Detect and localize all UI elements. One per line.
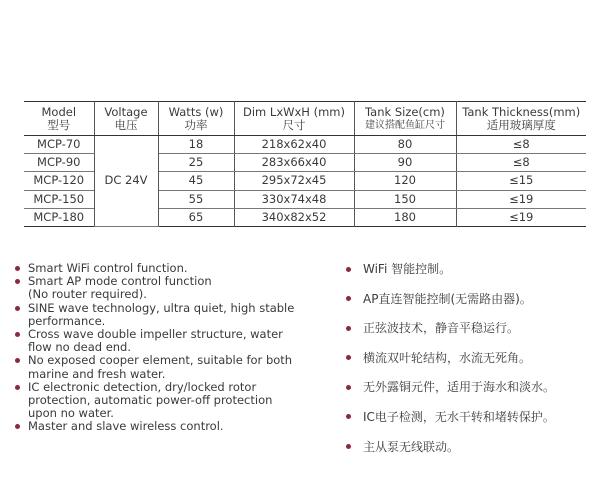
bullet-dot-icon	[346, 267, 351, 272]
cell-voltage: DC 24V	[94, 136, 158, 227]
feature-item-en	[12, 381, 312, 421]
feature-list-english	[12, 262, 312, 434]
bullet-dot-icon	[346, 414, 351, 419]
header-tank-thickness: Tank Thickness(mm) 适用玻璃厚度	[456, 102, 586, 136]
bullet-dot-icon	[346, 444, 351, 449]
header-watts: Watts (w) 功率	[158, 102, 234, 136]
cell-model: MCP-120	[24, 172, 94, 190]
feature-item-en	[12, 354, 312, 380]
cell-dimensions: 218x62x40	[234, 136, 354, 154]
feature-text: IC电子检测，无水干转和堵转保护。	[363, 409, 555, 424]
feature-item-en	[12, 328, 312, 354]
cell-model: MCP-90	[24, 154, 94, 172]
feature-item-zh	[341, 410, 591, 424]
feature-line: flow no dead end.	[28, 340, 132, 355]
bullet-dot-icon	[15, 358, 20, 363]
feature-text: 无外露铜元件，适用于海水和淡水。	[363, 380, 556, 395]
feature-line: Master and slave wireless control.	[28, 419, 224, 434]
cell-dimensions: 295x72x45	[234, 172, 354, 190]
feature-item-zh	[341, 440, 591, 454]
cell-watts: 55	[158, 190, 234, 208]
feature-text: WiFi 智能控制。	[363, 262, 452, 276]
cell-watts: 45	[158, 172, 234, 190]
bullet-dot-icon	[15, 332, 20, 337]
cell-watts: 65	[158, 208, 234, 226]
cell-thickness: ≤19	[456, 190, 586, 208]
cell-tank-size: 180	[354, 208, 456, 226]
header-voltage: Voltage 电压	[94, 102, 158, 136]
cell-model: MCP-70	[24, 136, 94, 154]
feature-line: upon no water.	[28, 406, 114, 421]
feature-line: Smart AP mode control function	[28, 274, 212, 289]
header-tank-size: Tank Size(cm) 建议搭配鱼缸尺寸	[354, 102, 456, 136]
feature-item-en	[12, 420, 312, 433]
feature-text: 横流双叶轮结构，水流无死角。	[363, 350, 532, 365]
bullet-dot-icon	[15, 306, 20, 311]
bullet-dot-icon	[15, 385, 20, 390]
cell-model: MCP-150	[24, 190, 94, 208]
table-header-row	[24, 102, 586, 136]
header-model: Model 型号	[24, 102, 94, 136]
bullet-dot-icon	[15, 279, 20, 284]
bullet-dot-icon	[346, 385, 351, 390]
cell-tank-size: 150	[354, 190, 456, 208]
feature-line: IC electronic detection, dry/locked rotor	[28, 379, 257, 394]
feature-item-zh	[341, 351, 591, 365]
feature-line: Cross wave double impeller structure, water	[28, 327, 283, 342]
cell-model: MCP-180	[24, 208, 94, 226]
cell-thickness: ≤8	[456, 154, 586, 172]
cell-thickness: ≤19	[456, 208, 586, 226]
cell-thickness: ≤8	[456, 136, 586, 154]
bullet-dot-icon	[346, 355, 351, 360]
cell-dimensions: 340x82x52	[234, 208, 354, 226]
cell-watts: 18	[158, 136, 234, 154]
feature-line: Smart WiFi control function.	[28, 261, 188, 275]
cell-thickness: ≤15	[456, 172, 586, 190]
feature-item-zh	[341, 380, 591, 394]
cell-tank-size: 120	[354, 172, 456, 190]
bullet-dot-icon	[15, 424, 20, 429]
bullet-dot-icon	[15, 266, 20, 271]
feature-line: SINE wave technology, ultra quiet, high stable	[28, 300, 295, 315]
feature-item-zh	[341, 292, 591, 306]
feature-item-en	[12, 275, 312, 301]
feature-item-zh	[341, 262, 591, 276]
cell-dimensions: 283x66x40	[234, 154, 354, 172]
feature-line: marine and fresh water.	[28, 366, 166, 381]
feature-text: AP直连智能控制(无需路由器)。	[363, 291, 532, 306]
feature-line: (No router required).	[28, 287, 147, 302]
bullet-dot-icon	[346, 296, 351, 301]
feature-list-chinese	[341, 262, 591, 469]
feature-line: performance.	[28, 313, 106, 328]
header-dimensions: Dim LxWxH (mm) 尺寸	[234, 102, 354, 136]
feature-item-zh	[341, 321, 591, 335]
feature-text: 主从泵无线联动。	[363, 439, 460, 454]
cell-watts: 25	[158, 154, 234, 172]
table-row	[24, 136, 586, 154]
feature-line: No exposed cooper element, suitable for both	[28, 353, 293, 368]
bullet-dot-icon	[346, 326, 351, 331]
feature-text: 正弦波技术，静音平稳运行。	[363, 321, 520, 336]
cell-tank-size: 90	[354, 154, 456, 172]
feature-line: protection, automatic power-off protection	[28, 393, 273, 408]
cell-dimensions: 330x74x48	[234, 190, 354, 208]
spec-table	[24, 101, 586, 227]
feature-item-en	[12, 302, 312, 328]
cell-tank-size: 80	[354, 136, 456, 154]
